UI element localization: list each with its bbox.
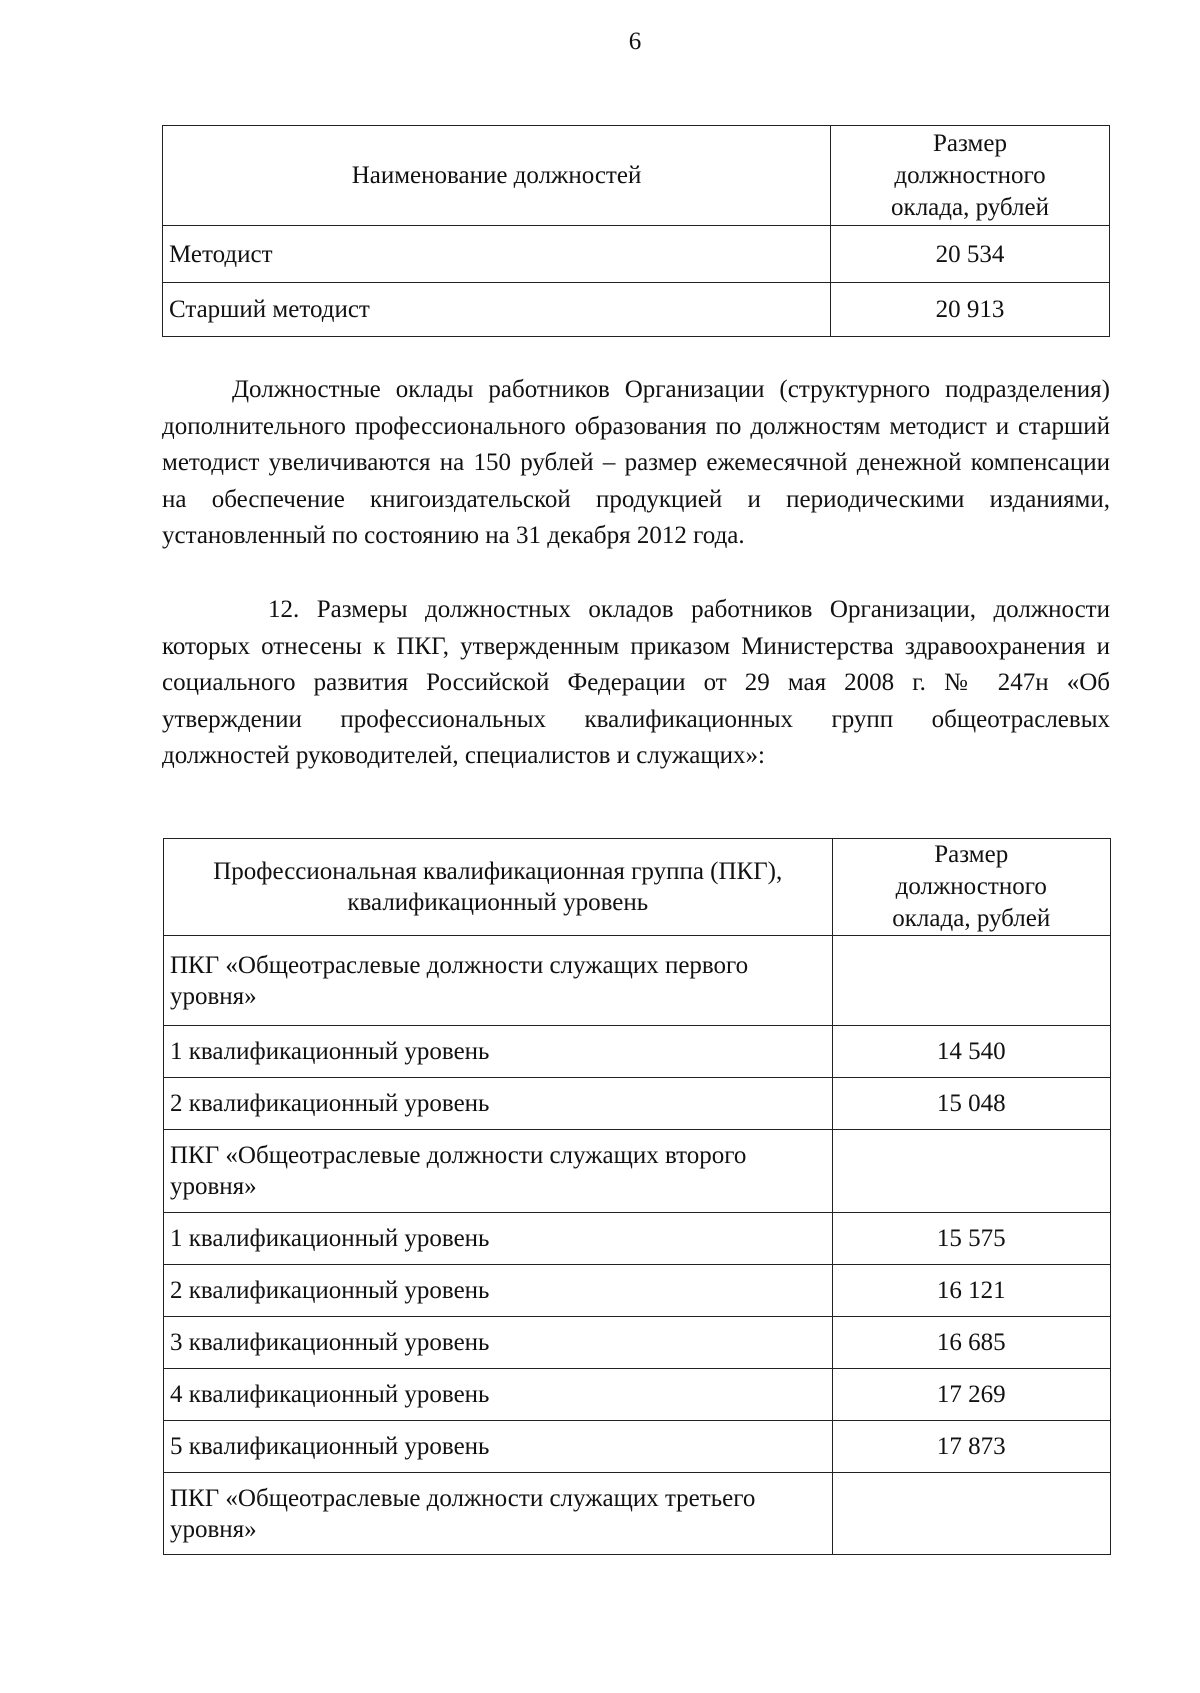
salary-value: 16 685: [832, 1317, 1111, 1369]
table-row: [164, 1213, 1111, 1265]
salary-value: 20 913: [831, 283, 1110, 337]
header-salary-line: Размер: [934, 841, 1009, 868]
header-salary-line: должностного: [895, 873, 1047, 900]
table-header-row: [164, 839, 1111, 936]
level-name: 2 квалификационный уровень: [164, 1078, 833, 1130]
paragraph-item-12: 12. Размеры должностных окладов работников Организации, должности которых отнесены к ПКГ, утвержденным приказом Министерства здравоохранения и социального развития Российской Федерации от 29 мая 2008 г. № 247н «Об утверждении профессиональных квалификационных групп общеотраслевых должностей руководителей, специалистов и служащих»:: [162, 596, 1110, 770]
table-row: [164, 1473, 1111, 1555]
position-name: Методист: [163, 226, 831, 283]
header-salary-line: Размер: [933, 129, 1007, 157]
salary-value: 15 048: [832, 1078, 1111, 1130]
position-name: Старший методист: [163, 283, 831, 337]
table-row: [163, 226, 1110, 283]
header-salary-line: оклада, рублей: [892, 905, 1051, 932]
header-pkg-line: Профессиональная квалификационная группа (ПКГ),: [213, 858, 783, 885]
table-row: [164, 1265, 1111, 1317]
level-name: 4 квалификационный уровень: [164, 1369, 833, 1421]
level-name: 3 квалификационный уровень: [164, 1317, 833, 1369]
pkg-salary-table: [163, 838, 1111, 1555]
header-pkg-level: [164, 839, 833, 936]
table-row: [164, 1130, 1111, 1213]
table-row: [164, 1421, 1111, 1473]
table-row: [163, 283, 1110, 337]
salary-value: 15 575: [832, 1213, 1111, 1265]
page-number: 6: [628, 28, 642, 55]
table-row: [164, 1026, 1111, 1078]
level-name: 1 квалификационный уровень: [164, 1213, 833, 1265]
header-salary-line: оклада, рублей: [891, 193, 1049, 221]
level-name: 2 квалификационный уровень: [164, 1265, 833, 1317]
salary-value: [832, 1473, 1111, 1555]
table-header-row: [163, 126, 1110, 226]
table-row: [164, 1078, 1111, 1130]
table-row: [164, 936, 1111, 1026]
level-name: 5 квалификационный уровень: [164, 1421, 833, 1473]
header-salary: [832, 839, 1111, 936]
header-position-name: Наименование должностей: [163, 126, 831, 226]
salary-value: 20 534: [831, 226, 1110, 283]
header-salary: [831, 126, 1110, 226]
pkg-group-name: ПКГ «Общеотраслевые должности служащих первого уровня»: [164, 936, 833, 1026]
header-pkg-line: квалификационный уровень: [347, 889, 649, 916]
positions-salary-table: [162, 125, 1110, 337]
level-name: 1 квалификационный уровень: [164, 1026, 833, 1078]
salary-value: 14 540: [832, 1026, 1111, 1078]
salary-value: [832, 936, 1111, 1026]
salary-value: 16 121: [832, 1265, 1111, 1317]
pkg-group-name: ПКГ «Общеотраслевые должности служащих второго уровня»: [164, 1130, 833, 1213]
salary-value: 17 873: [832, 1421, 1111, 1473]
pkg-group-name: ПКГ «Общеотраслевые должности служащих третьего уровня»: [164, 1473, 833, 1555]
paragraph-compensation: Должностные оклады работников Организации (структурного подразделения) дополнительного профессионального образования по должностям методист и старший методист увеличиваются на 150 рублей – размер ежемесячной денежной компенсации на обеспечение книгоиздательской продукцией и периодическими изданиями, установленный по состоянию на 31 декабря 2012 года.: [162, 376, 1110, 550]
table-row: [164, 1317, 1111, 1369]
table-row: [164, 1369, 1111, 1421]
header-salary-line: должностного: [894, 161, 1046, 189]
salary-value: [832, 1130, 1111, 1213]
salary-value: 17 269: [832, 1369, 1111, 1421]
